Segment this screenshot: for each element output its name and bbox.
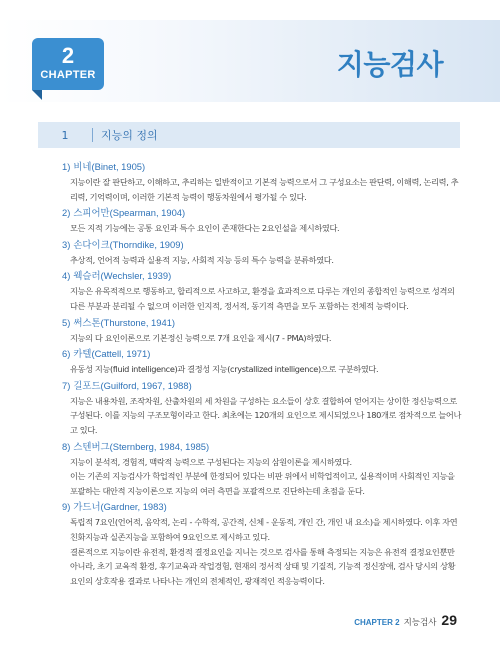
definition-entry-binet (62, 160, 462, 204)
page-footer (354, 612, 457, 628)
definition-entry-gardner (62, 500, 462, 588)
page-number: 29 (441, 612, 457, 628)
section-heading (38, 122, 460, 148)
definition-list (62, 160, 462, 590)
entry-number: 6) (62, 348, 71, 360)
entry-heading (62, 269, 462, 283)
entry-number: 4) (62, 270, 71, 282)
entry-name: 써스톤(Thurstone, 1941) (73, 316, 176, 328)
entry-heading (62, 238, 462, 252)
chapter-label: CHAPTER (40, 69, 96, 81)
entry-text: 지능의 다 요인이론으로 기본정신 능력으로 7개 요인을 제시(7 - PMA)하였다. (70, 332, 332, 343)
entry-text: 유동성 지능(fluid intelligence)과 결정성 지능(crystallized intelligence)으로 구분하였다. (70, 364, 379, 375)
definition-entry-thurstone (62, 316, 462, 346)
entry-number: 2) (62, 207, 71, 219)
entry-heading (62, 160, 462, 174)
entry-number: 1) (62, 161, 71, 172)
section-title: 지능의 정의 (101, 129, 158, 142)
entry-name: 가드너(Gardner, 1983) (73, 501, 167, 513)
footer-title: 지능검사 (403, 618, 437, 628)
entry-name: 스피어만(Spearman, 1904) (73, 207, 186, 219)
entry-name: 길포드(Guilford, 1967, 1988) (73, 379, 192, 391)
entry-heading (62, 316, 462, 330)
entry-name: 카텔(Cattell, 1971) (73, 348, 151, 360)
entry-text: 추상적, 언어적 능력과 실용적 지능, 사회적 지능 등의 특수 능력을 분류하였다. (70, 254, 334, 265)
footer-chapter-label: CHAPTER 2 (354, 618, 400, 627)
entry-number: 9) (62, 501, 71, 513)
entry-heading (62, 379, 462, 393)
entry-text: 지능은 유목적적으로 행동하고, 합리적으로 사고하고, 환경을 효과적으로 다루는 개인의 종합적인 능력으로 성격의 다른 부분과 분리될 수 없으며 이러한 인지적, 정서적, 동기적 측면을 모두 포함하는 전체적 능력이다. (70, 286, 455, 311)
entry-heading (62, 347, 462, 361)
section-divider (92, 128, 93, 142)
entry-text: 독립적 7요인(언어적, 음악적, 논리 - 수학적, 공간적, 신체 - 운동적, 개인 간, 개인 내 요소)을 제시하였다. 이후 자연친화지능과 실존지능을 포함하여 9요인으로 제시하고 있다. 결론적으로 지능이란 유전적, 환경적 결정요인을 지니는 것으로 검사를 통해 측정되는 지능은 유전적 결정요인뿐만 아니라, 초기 교육적 환경, 후기교육과 작업경험, 현재의 정서적 상태 및 기질적, 기능적 정신장애, 검사 당시의 상황요인의 상호작용 결과로 나타나는 개인의 전체적인, 광재적인 적응능력이다. (70, 517, 458, 586)
entry-number: 5) (62, 316, 71, 328)
entry-name: 스텐버그(Sternberg, 1984, 1985) (73, 440, 210, 452)
chapter-title: 지능검사 (336, 48, 443, 81)
entry-text: 모든 지적 기능에는 공통 요인과 특수 요인이 존재한다는 2요인설을 제시하였다. (70, 223, 340, 234)
section-number: 1 (61, 128, 69, 142)
definition-entry-spearman (62, 206, 462, 236)
entry-name: 비네(Binet, 1905) (73, 161, 146, 172)
entry-name: 웩슬러(Wechsler, 1939) (73, 270, 172, 282)
entry-name: 손다이크(Thorndike, 1909) (73, 238, 184, 250)
chapter-tab (32, 38, 104, 90)
definition-entry-wechsler (62, 269, 462, 313)
definition-entry-sternberg (62, 440, 462, 499)
entry-heading (62, 206, 462, 220)
definition-entry-guilford (62, 379, 462, 438)
chapter-number: 2 (61, 43, 75, 68)
entry-text: 지능은 내용차원, 조작차원, 산출차원의 세 차원을 구성하는 요소들이 상호 결합하여 얻어지는 상이한 정신능력으로 구성된다. 이를 지능의 구조모형이라고 한다. 최초에는 120개의 요인으로 제시되었으나 180개로 점차적으로 늘어나고 있다. (70, 395, 462, 435)
entry-text: 지능이란 잘 판단하고, 이해하고, 추리하는 일반적이고 기본적 능력으로서 그 구성요소는 판단력, 이해력, 논리력, 추리력, 기억력이며, 이러한 기본적 능력이 행동차원에서 평가될 수 있다. (70, 177, 459, 202)
entry-number: 8) (62, 440, 71, 452)
chapter-tab-fold (32, 90, 42, 100)
entry-number: 7) (62, 379, 71, 391)
entry-text: 지능이 분석적, 경험적, 맥락적 능력으로 구성된다는 지능의 삼원이론을 제시하였다. 이는 기존의 지능검사가 학업적인 부분에 한정되어 있다는 비판 위에서 비학업적이고, 실용적이며 사회적인 지능을 포괄하는 대안적 지능이론으로 지능의 여러 측면을 포괄적으로 진단하는데 초점을 둔다. (70, 456, 455, 496)
definition-entry-cattell (62, 347, 462, 377)
entry-heading (62, 500, 462, 514)
entry-number: 3) (62, 238, 71, 250)
definition-entry-thorndike (62, 238, 462, 268)
entry-heading (62, 440, 462, 454)
